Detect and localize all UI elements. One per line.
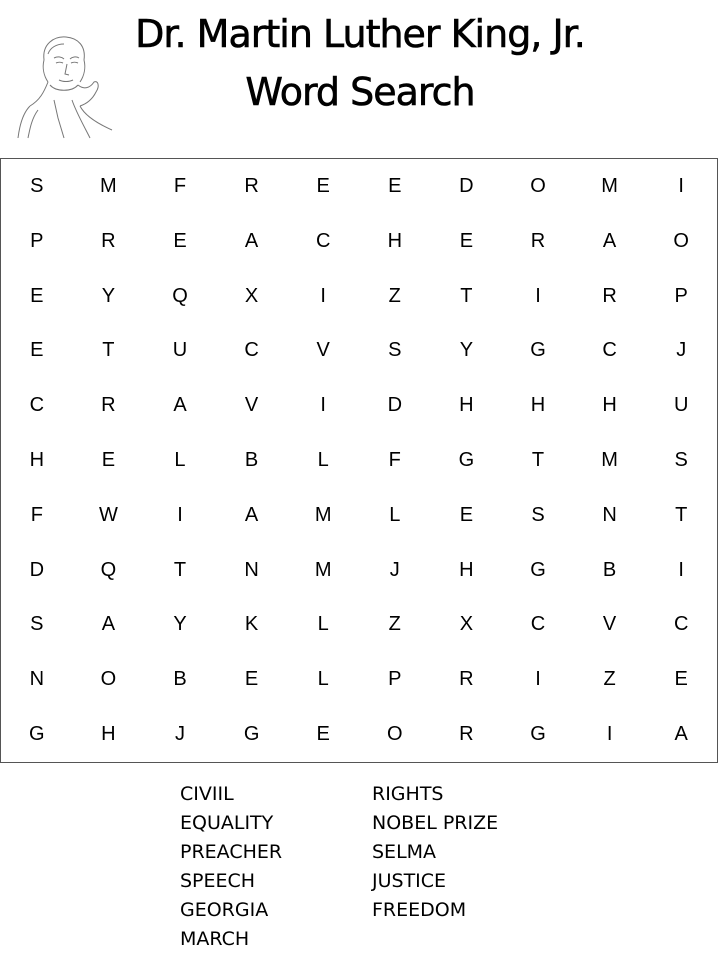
grid-letter: M	[601, 174, 618, 197]
grid-letter: D	[29, 558, 45, 581]
grid-letter: P	[388, 668, 402, 691]
word-list-item: RIGHTS	[372, 783, 444, 805]
grid-letter: G	[530, 339, 546, 362]
grid-letter: R	[101, 229, 116, 252]
grid-letter: Y	[101, 284, 116, 307]
word-list-item: CIVIIL	[180, 783, 234, 805]
word-search-grid	[0, 158, 718, 763]
grid-letter: D	[387, 394, 403, 417]
grid-letter: M	[100, 174, 117, 197]
grid-letter: C	[602, 339, 617, 362]
grid-letter: C	[29, 394, 45, 417]
grid-letter: K	[244, 613, 259, 636]
grid-letter: E	[101, 448, 116, 471]
grid-letter: B	[173, 668, 187, 691]
grid-letter: O	[530, 174, 546, 197]
grid-letter: I	[535, 668, 541, 691]
grid-letter: F	[173, 174, 187, 197]
grid-letter: R	[459, 723, 474, 746]
word-list-item: PREACHER	[180, 841, 283, 863]
grid-letter: U	[673, 394, 689, 417]
grid-letter: I	[535, 284, 541, 307]
grid-letter: S	[30, 613, 44, 636]
word-list-item: NOBEL PRIZE	[372, 812, 499, 834]
grid-letter: T	[531, 448, 545, 471]
word-list-item: MARCH	[180, 928, 250, 950]
grid-letter: V	[244, 394, 259, 417]
grid-letter: R	[101, 394, 116, 417]
grid-letter: O	[673, 229, 689, 252]
grid-letter: E	[459, 229, 474, 252]
grid-letter: G	[530, 723, 546, 746]
grid-letter: H	[387, 229, 403, 252]
grid-letter: C	[530, 613, 546, 636]
grid-letter: E	[674, 668, 688, 691]
grid-letter: J	[174, 723, 185, 746]
grid-letter: S	[30, 174, 44, 197]
grid-letter: G	[29, 723, 45, 746]
grid-letter: M	[314, 503, 332, 526]
grid-letter: E	[173, 229, 187, 252]
grid-letter: A	[244, 503, 259, 526]
grid-letter: I	[320, 394, 326, 417]
grid-letter: C	[315, 229, 331, 252]
grid-letter: X	[459, 613, 474, 636]
grid-letter: Z	[388, 613, 401, 636]
grid-letter: W	[98, 503, 118, 526]
grid-letter: V	[602, 613, 617, 636]
grid-letter: S	[388, 339, 402, 362]
word-list-item: GEORGIA	[180, 899, 269, 921]
grid-letter: H	[29, 448, 45, 471]
grid-letter: V	[316, 339, 330, 362]
grid-letter: S	[674, 448, 688, 471]
grid-letter: T	[460, 284, 473, 307]
grid-letter: G	[458, 448, 475, 471]
grid-letter: J	[676, 339, 687, 362]
grid-letter: J	[389, 558, 400, 581]
grid-letter: E	[459, 503, 474, 526]
grid-letter: C	[244, 339, 259, 362]
grid-letter: H	[459, 558, 474, 581]
grid-letter: N	[244, 558, 259, 581]
grid-letter: H	[602, 394, 617, 417]
grid-letter: T	[675, 503, 688, 526]
grid-letter: R	[244, 174, 259, 197]
grid-letter: L	[389, 503, 401, 526]
grid-letter: P	[30, 229, 44, 252]
grid-letter: E	[244, 668, 259, 691]
word-list-column-2	[372, 780, 498, 925]
grid-letter: O	[387, 723, 403, 746]
grid-letter: R	[530, 229, 546, 252]
grid-letter: M	[601, 448, 618, 471]
grid-letter: A	[173, 394, 187, 417]
grid-letter: Q	[100, 558, 117, 581]
grid-letter: H	[530, 394, 546, 417]
word-list-column-1	[180, 780, 282, 954]
grid-letter: S	[531, 503, 545, 526]
word-list-item: FREEDOM	[372, 899, 467, 921]
grid-letter: B	[244, 448, 259, 471]
grid-letter: Q	[172, 284, 188, 307]
grid-letter: Y	[459, 339, 474, 362]
grid-letter: L	[317, 448, 329, 471]
grid-letter: F	[388, 448, 401, 471]
grid-letter: X	[244, 284, 259, 307]
grid-letter: N	[602, 503, 617, 526]
grid-letter: L	[317, 613, 329, 636]
grid-letter: A	[101, 613, 116, 636]
grid-letter: O	[100, 668, 117, 691]
grid-letter: N	[29, 668, 45, 691]
grid-letter: A	[674, 723, 688, 746]
word-list-item: JUSTICE	[372, 870, 447, 892]
grid-letter: C	[673, 613, 689, 636]
grid-letter: E	[30, 284, 44, 307]
grid-letter: M	[314, 558, 332, 581]
grid-letter: B	[602, 558, 617, 581]
grid-letter: D	[459, 174, 474, 197]
grid-letter: Z	[603, 668, 616, 691]
grid-letter: Z	[388, 284, 401, 307]
grid-letter: R	[602, 284, 617, 307]
grid-letter: T	[102, 339, 115, 362]
grid-letter: T	[173, 558, 187, 581]
word-list-item: SPEECH	[180, 870, 256, 892]
word-list-item: EQUALITY	[180, 812, 274, 834]
grid-letter: E	[388, 174, 402, 197]
grid-letter: I	[606, 723, 613, 746]
grid-letter: R	[459, 668, 474, 691]
grid-letter: L	[317, 668, 329, 691]
grid-letter: E	[30, 339, 44, 362]
grid-letter: A	[244, 229, 259, 252]
grid-letter: P	[674, 284, 688, 307]
grid-letter: F	[30, 503, 43, 526]
grid-letter: E	[316, 174, 330, 197]
page-title: Dr. Martin Luther King, Jr.	[135, 12, 585, 56]
page-subtitle: Word Search	[245, 70, 475, 114]
grid-letter: G	[530, 558, 546, 581]
grid-letter: Y	[173, 613, 187, 636]
grid-letter: I	[320, 284, 326, 307]
grid-letter: I	[678, 558, 684, 581]
grid-letter: U	[172, 339, 188, 362]
grid-letter: H	[101, 723, 116, 746]
grid-letter: H	[459, 394, 474, 417]
grid-letter: I	[177, 503, 183, 526]
grid-letter: G	[243, 723, 260, 746]
grid-letter: E	[316, 723, 330, 746]
word-list-item: SELMA	[372, 841, 437, 863]
grid-letter: A	[602, 229, 617, 252]
grid-letter: I	[678, 174, 684, 197]
grid-letter: L	[174, 448, 186, 471]
